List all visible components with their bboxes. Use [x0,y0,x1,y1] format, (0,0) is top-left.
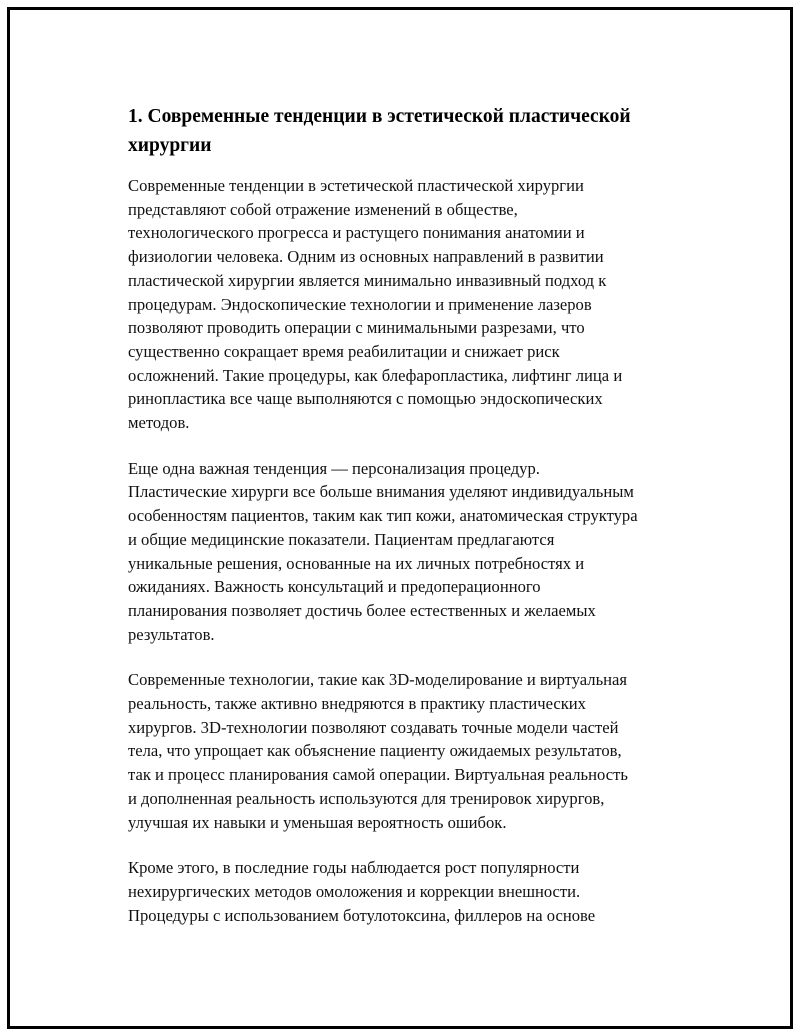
text-line: ринопластика все чаще выполняются с помощью эндоскопических [128,389,603,409]
text-line: методов. [128,413,190,433]
text-line: пластической хирургии является минимально инвазивный подход к [128,270,607,290]
text-line: нехирургических методов омоложения и коррекции внешности. [128,881,581,901]
document-body [128,102,708,949]
text-line: и общие медицинские показатели. Пациентам предлагаются [128,529,555,549]
text-line: технологического прогресса и растущего понимания анатомии и [128,223,585,243]
heading-line: хирургии [128,135,212,156]
text-line: Пластические хирурги все больше внимания уделяют индивидуальным [128,482,634,502]
paragraph-4 [128,856,708,927]
page-frame [7,7,793,1029]
text-line: физиологии человека. Одним из основных направлений в развитии [128,247,604,267]
paragraph-3 [128,668,708,834]
text-line: Кроме этого, в последние годы наблюдается рост популярности [128,858,580,878]
text-line: так и процесс планирования самой операции. Виртуальная реальность [128,765,628,785]
paragraph-2 [128,457,708,647]
text-line: Современные технологии, такие как 3D-моделирование и виртуальная [128,670,628,690]
paragraph-1 [128,174,708,435]
text-line: позволяют проводить операции с минимальными разрезами, что [128,318,585,338]
text-line: ожиданиях. Важность консультаций и предоперационного [128,577,541,597]
text-line: Современные тенденции в эстетической пластической хирургии [128,176,584,195]
text-line: реальность, также активно внедряются в практику пластических [128,694,586,714]
text-line: процедурам. Эндоскопические технологии и применение лазеров [128,294,592,314]
text-line: особенностям пациентов, таким как тип кожи, анатомическая структура [128,506,638,526]
text-line: результатов. [128,624,215,644]
text-line: Еще одна важная тенденция — персонализация процедур. [128,458,540,478]
text-line: планирования позволяет достичь более естественных и желаемых [128,600,596,620]
text-line: Процедуры с использованием ботулотоксина, филлеров на основе [128,905,596,925]
text-line: представляют собой отражение изменений в обществе, [128,199,518,219]
section-heading [128,102,708,160]
text-line: хирургов. 3D-технологии позволяют создавать точные модели частей [128,717,619,737]
text-line: улучшая их навыки и уменьшая вероятность ошибок. [128,812,507,832]
text-line: тела, что упрощает как объяснение пациенту ожидаемых результатов, [128,741,622,761]
text-line: уникальные решения, основанные на их личных потребностях и [128,553,585,573]
text-line: осложнений. Такие процедуры, как блефаропластика, лифтинг лица и [128,365,623,385]
text-line: и дополненная реальность используются для тренировок хирургов, [128,788,605,808]
heading-line: 1. Современные тенденции в эстетической пластической [128,106,631,127]
text-line: существенно сокращает время реабилитации и снижает риск [128,341,560,361]
